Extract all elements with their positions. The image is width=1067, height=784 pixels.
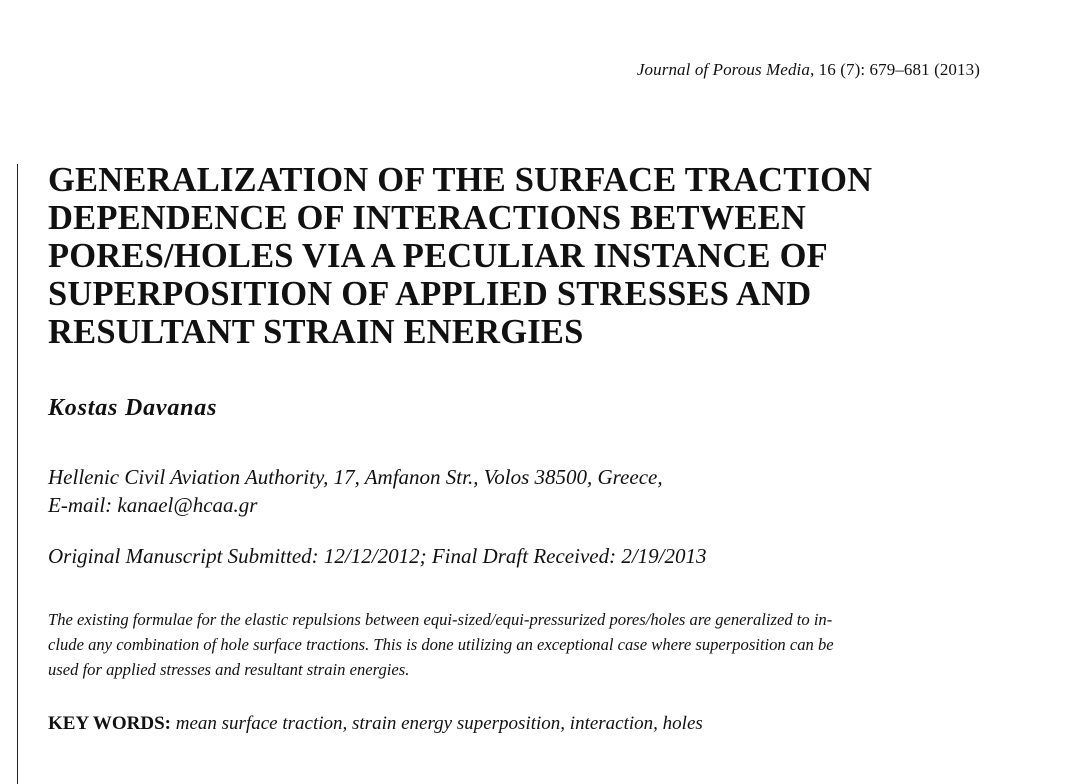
author-email: E-mail: kanael@hcaa.gr bbox=[48, 493, 258, 517]
abstract bbox=[48, 607, 958, 682]
paper-title bbox=[48, 161, 928, 351]
left-margin-rule bbox=[17, 164, 18, 784]
manuscript-dates: Original Manuscript Submitted: 12/12/2012; Final Draft Received: 2/19/2013 bbox=[48, 544, 707, 568]
author-name: Kostas Davanas bbox=[48, 395, 218, 421]
title-line: RESULTANT STRAIN ENERGIES bbox=[48, 313, 584, 351]
journal-citation bbox=[637, 60, 980, 80]
abstract-line: The existing formulae for the elastic repulsions between equi-sized/equi-pressurized pores/holes are generalized to in- bbox=[48, 610, 833, 629]
abstract-line: used for applied stresses and resultant strain energies. bbox=[48, 660, 410, 679]
affiliation-address: Hellenic Civil Aviation Authority, 17, Amfanon Str., Volos 38500, Greece, bbox=[48, 465, 663, 489]
abstract-line: clude any combination of hole surface tractions. This is done utilizing an exceptional case where superposition can be bbox=[48, 635, 834, 654]
title-line: PORES/HOLES VIA A PECULIAR INSTANCE OF bbox=[48, 237, 828, 275]
title-line: GENERALIZATION OF THE SURFACE TRACTION bbox=[48, 161, 873, 199]
author-affiliation bbox=[48, 463, 663, 519]
journal-volume-pages-year: , 16 (7): 679–681 (2013) bbox=[809, 60, 980, 79]
title-line: SUPERPOSITION OF APPLIED STRESSES AND bbox=[48, 275, 812, 313]
keywords bbox=[48, 713, 703, 735]
keywords-list: mean surface traction, strain energy superposition, interaction, holes bbox=[175, 713, 703, 734]
title-line: DEPENDENCE OF INTERACTIONS BETWEEN bbox=[48, 199, 806, 237]
journal-name: Journal of Porous Media bbox=[636, 60, 810, 79]
keywords-label: KEY WORDS: bbox=[48, 713, 171, 734]
